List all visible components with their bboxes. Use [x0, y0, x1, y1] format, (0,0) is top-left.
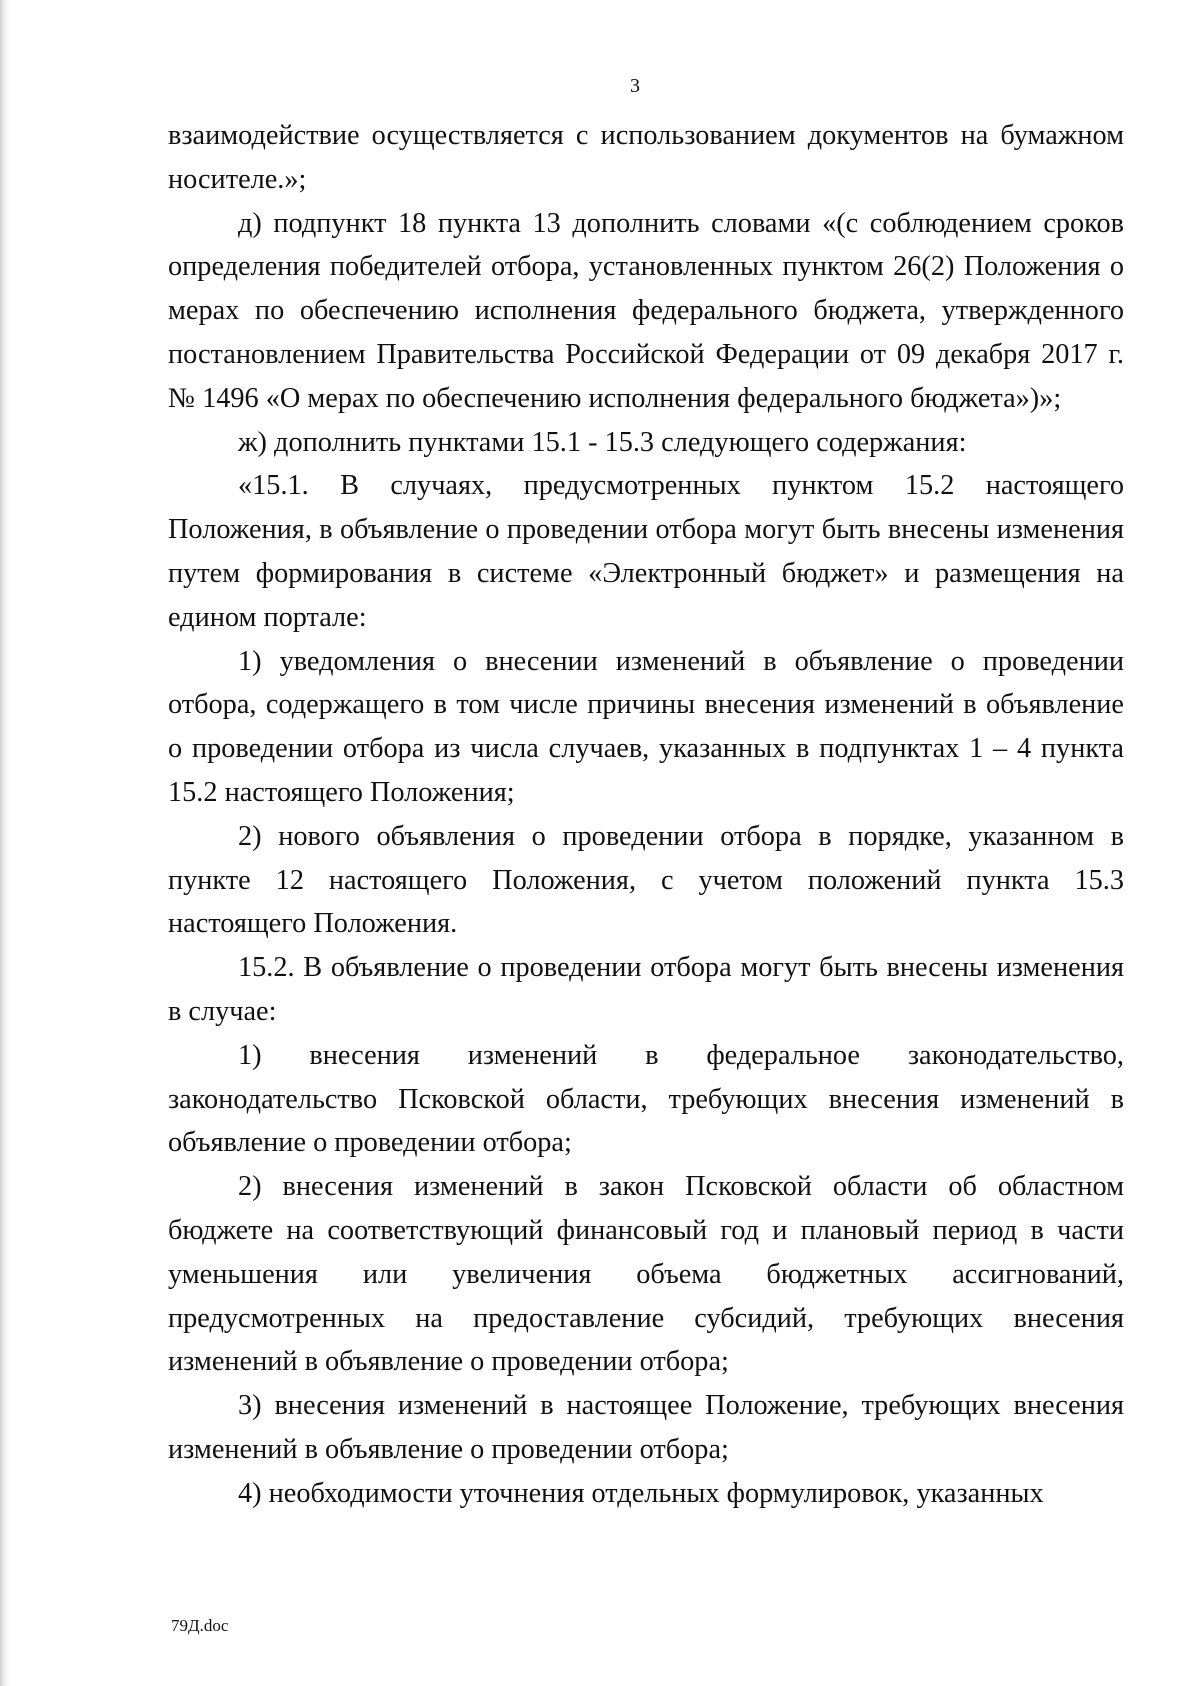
scan-edge-shadow — [0, 0, 10, 1686]
paragraph: «15.1. В случаях, предусмотренных пунктом 15.2 настоящего Положения, в объявление о проведении отбора могут быть внесены изменения путем формирования в системе «Электронный бюджет» и размещения на едином портале: — [168, 470, 1124, 633]
footer-file-name: 79Д.doc — [171, 1616, 229, 1635]
paragraph: д) подпункт 18 пункта 13 дополнить словами «(с соблюдением сроков определения победителей отбора, установленных пунктом 26(2) Положения о мерах по обеспечению исполнения федерального бюджета, утвержденного постановлением Правительства Российской Федерации от 09 декабря 2017 г. № 1496 «О мерах по обеспечению исполнения федерального бюджета»)»; — [168, 207, 1124, 414]
paragraph: 2) нового объявления о проведении отбора в порядке, указанном в пункте 12 настоящего Положения, с учетом положений пункта 15.3 настоящего Положения. — [168, 820, 1124, 940]
paragraph: взаимодействие осуществляется с использованием документов на бумажном носителе.»; — [168, 120, 1124, 195]
document-body — [168, 114, 1124, 1516]
page-number: 3 — [630, 75, 640, 97]
paragraph: 1) внесения изменений в федеральное законодательство, законодательство Псковской области, требующих внесения изменений в объявление о проведении отбора; — [168, 1039, 1124, 1159]
paragraph: 1) уведомления о внесении изменений в объявление о проведении отбора, содержащего в том числе причины внесения изменений в объявление о проведении отбора из числа случаев, указанных в подпунктах 1 – 4 пункта 15.2 настоящего Положения; — [168, 645, 1124, 808]
paragraph: 3) внесения изменений в настоящее Положение, требующих внесения изменений в объявление о проведении отбора; — [168, 1390, 1124, 1465]
paragraph: 15.2. В объявление о проведении отбора могут быть внесены изменения в случае: — [168, 952, 1124, 1027]
paragraph: 4) необходимости уточнения отдельных формулировок, указанных — [238, 1477, 1044, 1509]
paragraph: 2) внесения изменений в закон Псковской области об областном бюджете на соответствующий финансовый год и плановый период в части уменьшения или увеличения объема бюджетных ассигнований, предусмотренных на предоставление субсидий, требующих внесения изменений в объявление о проведении отбора; — [168, 1171, 1124, 1378]
paragraph: ж) дополнить пунктами 15.1 - 15.3 следующего содержания: — [238, 426, 967, 458]
